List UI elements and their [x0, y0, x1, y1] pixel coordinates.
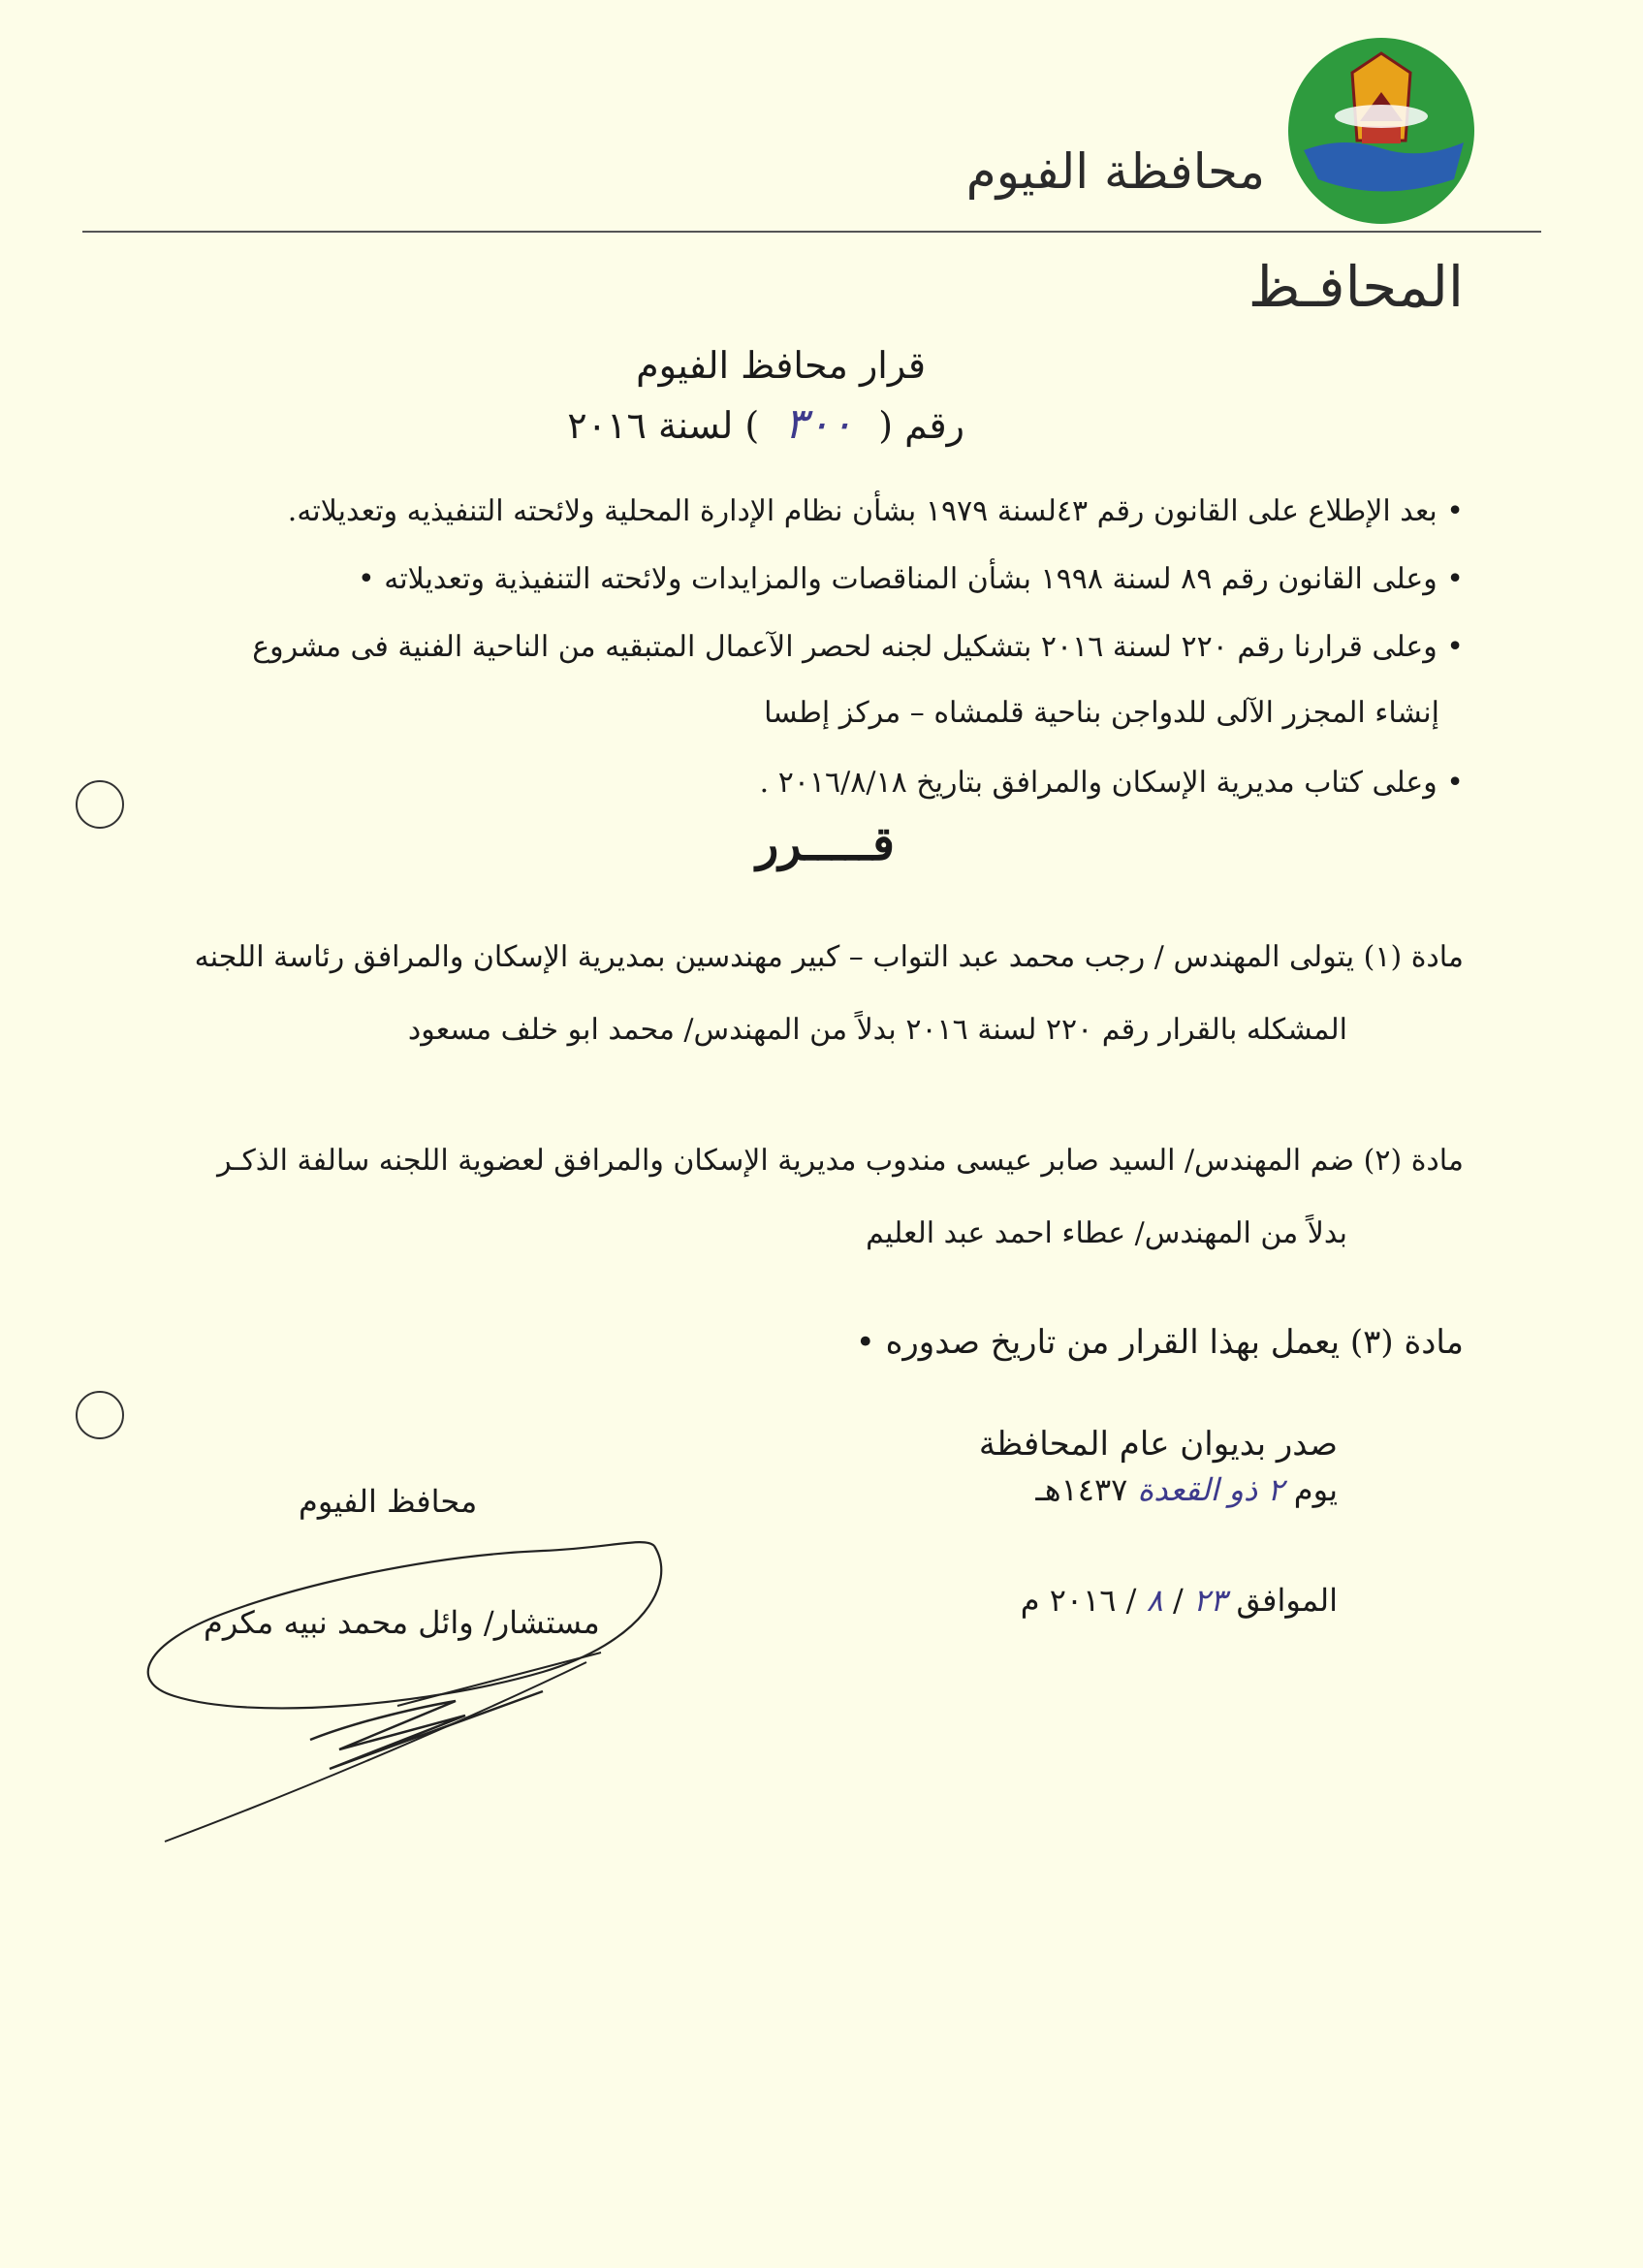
preamble-line: • وعلى كتاب مديرية الإسكان والمرافق بتاريخ ٢٠١٦/٨/١٨ .: [759, 766, 1464, 800]
decree-title: قرار محافظ الفيوم: [636, 344, 926, 387]
gregorian-date-line: الموافق ٢٣ / ٨ / ٢٠١٦ م: [1020, 1582, 1338, 1619]
decree-number-suffix: ) لسنة ٢٠١٦: [567, 404, 760, 447]
preamble-line: • وعلى قرارنا رقم ٢٢٠ لسنة ٢٠١٦ بتشكيل لجنه لحصر الآعمال المتبقيه من الناحية الفنية فى مشروع: [252, 630, 1464, 664]
header-divider: [82, 231, 1541, 233]
governorate-name: محافظة الفيوم: [965, 143, 1265, 200]
decided-heading: قـــــرر: [756, 817, 895, 871]
day-label: يوم: [1293, 1471, 1338, 1508]
decree-number-prefix: رقم (: [878, 404, 964, 447]
decree-number-handwritten: ٣٠٠: [784, 399, 854, 449]
hijri-year: ١٤٣٧هـ: [1035, 1471, 1128, 1508]
article-1-line: المشكله بالقرار رقم ٢٢٠ لسنة ٢٠١٦ بدلاً من المهندس/ محمد ابو خلف مسعود: [407, 1013, 1347, 1047]
article-3: مادة (٣) يعمل بهذا القرار من تاريخ صدوره •: [855, 1323, 1464, 1362]
article-2-line: مادة (٢) ضم المهندس/ السيد صابر عيسى مندوب مديرية الإسكان والمرافق لعضوية اللجنه سالفة الذكـر: [217, 1144, 1464, 1178]
decree-number-line: [567, 399, 964, 449]
issued-at: صدر بديوان عام المحافظة: [978, 1425, 1338, 1464]
gregorian-month-handwritten: ٨: [1146, 1582, 1163, 1619]
hijri-date-handwritten: ٢ ذو القعدة: [1137, 1471, 1284, 1508]
logo-banner: [1335, 105, 1428, 128]
punch-hole: [76, 780, 124, 829]
punch-hole: [76, 1391, 124, 1439]
article-2-line: بدلاً من المهندس/ عطاء احمد عبد العليم: [866, 1216, 1347, 1250]
gregorian-day-handwritten: ٢٣: [1192, 1582, 1227, 1619]
governorate-logo: [1284, 34, 1478, 228]
office-title: المحافـظ: [1248, 254, 1464, 320]
handwritten-signature: [136, 1507, 679, 1856]
signatory-name: مستشار/ وائل محمد نبيه مكرم: [204, 1604, 600, 1641]
preamble-line: • وعلى القانون رقم ٨٩ لسنة ١٩٩٨ بشأن المناقصات والمزايدات ولائحته التنفيذية وتعديلاته •: [358, 562, 1464, 596]
logo-waterwheel-icon: [1362, 126, 1401, 143]
preamble-line: إنشاء المجزر الآلى للدواجن بناحية قلمشاه – مركز إطسا: [764, 696, 1439, 730]
gregorian-year: ٢٠١٦ م: [1020, 1582, 1117, 1619]
preamble-line: • بعد الإطلاع على القانون رقم ٤٣لسنة ١٩٧٩ بشأن نظام الإدارة المحلية ولائحته التنفيذيه وتعديلاته.: [287, 494, 1464, 528]
signatory-title: محافظ الفيوم: [299, 1483, 478, 1520]
article-1-line: مادة (١) يتولى المهندس / رجب محمد عبد التواب – كبير مهندسين بمديرية الإسكان والمرافق رئاسة اللجنه: [194, 940, 1464, 974]
agreed-label: الموافق: [1236, 1582, 1338, 1619]
hijri-date-line: [1035, 1471, 1338, 1508]
